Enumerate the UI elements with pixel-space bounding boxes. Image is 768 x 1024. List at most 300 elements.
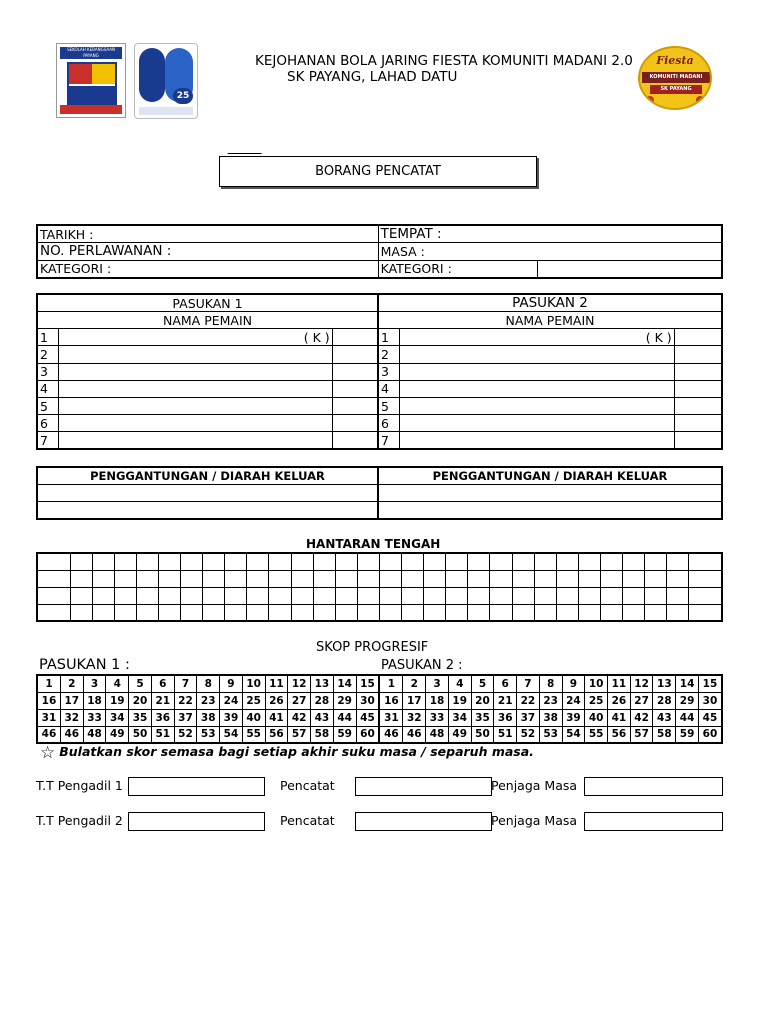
score-cell[interactable]: 42 [630,709,653,726]
score-cell[interactable]: 26 [608,692,631,709]
skop-row [37,675,722,692]
hantaran-cell[interactable] [357,570,379,587]
score-cell[interactable]: 33 [83,709,106,726]
score-cell[interactable]: 20 [129,692,152,709]
substitution-table [36,466,723,520]
score-cell[interactable]: 52 [174,726,197,743]
flower-icon [696,96,704,104]
player-row: 2 2 [37,346,722,363]
score-cell[interactable]: 11 [265,675,288,692]
score-cell[interactable]: 7 [517,675,540,692]
score-cell[interactable]: 3 [83,675,106,692]
score-cell[interactable]: 12 [288,675,311,692]
score-cell[interactable]: 3 [426,675,449,692]
hantaran-cell[interactable] [37,570,70,587]
hantaran-cell[interactable] [225,570,247,587]
hantaran-cell[interactable] [357,587,379,604]
player-row: 3 3 [37,363,722,380]
score-cell[interactable]: 4 [448,675,471,692]
score-cell[interactable]: 60 [356,726,379,743]
score-cell[interactable]: 38 [197,709,220,726]
team1-header: PASUKAN 1 [37,294,378,312]
score-cell[interactable]: 2 [403,675,426,692]
fiesta-logo: Fiesta KOMUNITI MADANI SK PAYANG [638,46,712,110]
score-cell[interactable]: 4 [106,675,129,692]
score-cell[interactable]: 25 [242,692,265,709]
score-cell[interactable]: 49 [106,726,129,743]
kategori-right-field[interactable]: KATEGORI : [378,260,538,278]
score-cell[interactable]: 32 [403,709,426,726]
hantaran-cell[interactable] [225,587,247,604]
score-cell[interactable]: 34 [106,709,129,726]
hantaran-cell[interactable] [490,553,512,570]
hantaran-cell[interactable] [468,604,490,621]
hantaran-cell[interactable] [313,570,335,587]
skop-progresif-heading: SKOP PROGRESIF [316,640,429,655]
score-cell[interactable]: 1 [37,675,60,692]
hantaran-cell[interactable] [92,570,114,587]
hantaran-cell[interactable] [402,604,424,621]
hantaran-cell[interactable] [512,604,534,621]
hantaran-cell[interactable] [424,553,446,570]
tempat-field[interactable]: TEMPAT : [378,225,722,243]
captain-marker: ( K ) [303,329,330,345]
hantaran-cell[interactable] [490,570,512,587]
score-cell[interactable]: 44 [333,709,356,726]
score-cell[interactable]: 35 [129,709,152,726]
score-cell[interactable]: 53 [197,726,220,743]
score-cell[interactable]: 34 [448,709,471,726]
team2-header: PASUKAN 2 [378,294,722,312]
hantaran-cell[interactable] [402,570,424,587]
score-cell[interactable]: 55 [242,726,265,743]
score-cell[interactable]: 25 [585,692,608,709]
score-cell[interactable]: 41 [265,709,288,726]
skop-progresif-grid [36,674,723,744]
hantaran-cell[interactable] [92,553,114,570]
hantaran-cell[interactable] [424,570,446,587]
score-cell[interactable]: 12 [630,675,653,692]
score-cell[interactable]: 15 [356,675,379,692]
score-cell[interactable]: 54 [220,726,243,743]
hantaran-cell[interactable] [534,570,556,587]
hantaran-cell[interactable] [247,604,269,621]
hantaran-cell[interactable] [92,587,114,604]
hantaran-cell[interactable] [667,570,689,587]
hantaran-cell[interactable] [114,553,136,570]
hantaran-cell[interactable] [136,587,158,604]
score-cell[interactable]: 24 [562,692,585,709]
score-cell[interactable]: 35 [471,709,494,726]
score-cell[interactable]: 56 [608,726,631,743]
score-cell[interactable]: 14 [676,675,699,692]
masa-field[interactable]: MASA : [378,243,722,261]
hantaran-cell[interactable] [136,570,158,587]
hantaran-cell[interactable] [689,570,722,587]
flower-icon [646,96,654,104]
hantaran-cell[interactable] [468,587,490,604]
score-cell[interactable]: 13 [311,675,334,692]
hantaran-cell[interactable] [600,553,622,570]
hantaran-cell[interactable] [114,604,136,621]
hantaran-cell[interactable] [645,570,667,587]
team2-player-name[interactable] [400,329,674,346]
hantaran-cell[interactable] [578,570,600,587]
hantaran-cell[interactable] [247,553,269,570]
pengadil1-signature-box[interactable] [128,777,265,796]
score-cell[interactable]: 57 [630,726,653,743]
score-cell[interactable]: 46 [379,726,402,743]
score-cell[interactable]: 46 [403,726,426,743]
score-cell[interactable]: 26 [265,692,288,709]
match-info-table [36,224,723,279]
hantaran-cell[interactable] [468,570,490,587]
star-outline-icon: ☆ [40,743,56,763]
hantaran-cell[interactable] [291,604,313,621]
score-cell[interactable]: 5 [129,675,152,692]
penjaga2-label: Penjaga Masa [491,813,578,828]
hantaran-cell[interactable] [181,553,203,570]
hantaran-cell[interactable] [689,587,722,604]
hantaran-cell[interactable] [313,604,335,621]
hantaran-cell[interactable] [291,570,313,587]
score-cell[interactable]: 27 [630,692,653,709]
hantaran-tengah-heading: HANTARAN TENGAH [306,537,441,551]
team1-substitution-header: PENGGANTUNGAN / DIARAH KELUAR [37,467,378,484]
hantaran-cell[interactable] [667,604,689,621]
score-cell[interactable]: 38 [539,709,562,726]
organisation-logo: 25 [134,43,198,119]
hantaran-cell[interactable] [379,587,401,604]
team1-nama-pemain: NAMA PEMAIN [37,312,378,329]
score-cell[interactable]: 27 [288,692,311,709]
score-cell[interactable]: 54 [562,726,585,743]
pengadil1-label: T.T Pengadil 1 [36,778,123,793]
hantaran-cell[interactable] [269,553,291,570]
score-cell[interactable]: 37 [517,709,540,726]
skop-row [37,692,722,709]
score-cell[interactable]: 6 [494,675,517,692]
score-cell[interactable]: 58 [311,726,334,743]
hantaran-cell[interactable] [269,587,291,604]
hantaran-cell[interactable] [159,570,181,587]
score-cell[interactable]: 53 [539,726,562,743]
hantaran-cell[interactable] [70,553,92,570]
penjaga1-signature-box[interactable] [584,777,723,796]
tarikh-field[interactable]: TARIKH : [37,225,378,243]
score-cell[interactable]: 18 [83,692,106,709]
score-cell[interactable]: 21 [151,692,174,709]
hantaran-cell[interactable] [70,604,92,621]
score-cell[interactable]: 59 [676,726,699,743]
score-cell[interactable]: 40 [585,709,608,726]
hantaran-cell[interactable] [247,570,269,587]
player-row: 5 5 [37,397,722,414]
score-cell[interactable]: 48 [83,726,106,743]
hantaran-cell[interactable] [335,553,357,570]
score-cell[interactable]: 33 [426,709,449,726]
hantaran-cell[interactable] [534,604,556,621]
team2-substitution-header: PENGGANTUNGAN / DIARAH KELUAR [378,467,722,484]
team2-nama-pemain: NAMA PEMAIN [378,312,722,329]
score-cell[interactable]: 5 [471,675,494,692]
score-cell[interactable]: 28 [311,692,334,709]
hantaran-cell[interactable] [291,553,313,570]
hantaran-cell[interactable] [114,570,136,587]
hantaran-cell[interactable] [667,587,689,604]
hantaran-cell[interactable] [225,604,247,621]
hantaran-cell[interactable] [490,604,512,621]
hantaran-cell[interactable] [203,553,225,570]
kategori-left-field[interactable]: KATEGORI : [37,260,378,278]
hantaran-cell[interactable] [203,587,225,604]
score-cell[interactable]: 17 [60,692,83,709]
pencatat2-signature-box[interactable] [355,812,492,831]
hantaran-cell[interactable] [622,587,644,604]
score-cell[interactable]: 57 [288,726,311,743]
skop-team1-label: PASUKAN 1 : [39,657,130,673]
score-cell[interactable]: 8 [539,675,562,692]
score-cell[interactable]: 39 [220,709,243,726]
score-cell[interactable]: 17 [403,692,426,709]
hantaran-cell[interactable] [622,604,644,621]
hantaran-cell[interactable] [645,553,667,570]
hantaran-cell[interactable] [578,587,600,604]
score-cell[interactable]: 24 [220,692,243,709]
score-cell[interactable]: 14 [333,675,356,692]
hantaran-row [37,553,722,570]
score-cell[interactable]: 19 [448,692,471,709]
score-cell[interactable]: 16 [37,692,60,709]
score-cell[interactable]: 46 [60,726,83,743]
score-cell[interactable]: 21 [494,692,517,709]
score-cell[interactable]: 31 [379,709,402,726]
score-cell[interactable]: 36 [151,709,174,726]
hantaran-cell[interactable] [379,570,401,587]
score-cell[interactable]: 29 [676,692,699,709]
skop-team2-label: PASUKAN 2 : [381,658,463,673]
score-cell[interactable]: 55 [585,726,608,743]
skop-row [37,726,722,743]
score-cell[interactable]: 50 [471,726,494,743]
hantaran-cell[interactable] [622,553,644,570]
score-cell[interactable]: 41 [608,709,631,726]
hantaran-cell[interactable] [203,604,225,621]
score-cell[interactable]: 46 [37,726,60,743]
score-cell[interactable]: 18 [426,692,449,709]
hantaran-cell[interactable] [446,604,468,621]
score-cell[interactable]: 22 [174,692,197,709]
score-cell[interactable]: 9 [220,675,243,692]
hantaran-cell[interactable] [203,570,225,587]
hantaran-cell[interactable] [645,587,667,604]
hantaran-tengah-grid [36,552,723,622]
score-cell[interactable]: 51 [494,726,517,743]
score-cell[interactable]: 15 [698,675,722,692]
hantaran-cell[interactable] [225,553,247,570]
score-cell[interactable]: 29 [333,692,356,709]
hantaran-cell[interactable] [335,570,357,587]
hantaran-cell[interactable] [379,553,401,570]
hantaran-cell[interactable] [136,604,158,621]
hantaran-cell[interactable] [689,604,722,621]
hantaran-cell[interactable] [446,570,468,587]
score-cell[interactable]: 10 [242,675,265,692]
hantaran-cell[interactable] [291,587,313,604]
hantaran-cell[interactable] [667,553,689,570]
score-cell[interactable]: 2 [60,675,83,692]
kategori-right-value[interactable] [538,260,722,278]
players-table [36,293,723,450]
hantaran-cell[interactable] [70,570,92,587]
hantaran-cell[interactable] [269,604,291,621]
hantaran-cell[interactable] [247,587,269,604]
hantaran-cell[interactable] [512,553,534,570]
hantaran-cell[interactable] [556,587,578,604]
score-cell[interactable]: 16 [379,692,402,709]
hantaran-cell[interactable] [402,587,424,604]
hantaran-row [37,604,722,621]
score-cell[interactable]: 59 [333,726,356,743]
score-cell[interactable]: 48 [426,726,449,743]
score-cell[interactable]: 43 [311,709,334,726]
pencatat1-signature-box[interactable] [355,777,492,796]
hantaran-cell[interactable] [136,553,158,570]
pengadil2-signature-box[interactable] [128,812,265,831]
hantaran-cell[interactable] [512,570,534,587]
hantaran-cell[interactable] [402,553,424,570]
event-title: KEJOHANAN BOLA JARING FIESTA KOMUNITI MADANI 2.0 [255,53,633,69]
score-cell[interactable]: 42 [288,709,311,726]
hantaran-cell[interactable] [159,604,181,621]
hantaran-cell[interactable] [313,553,335,570]
score-cell[interactable]: 58 [653,726,676,743]
hantaran-cell[interactable] [92,604,114,621]
score-cell[interactable]: 8 [197,675,220,692]
player-row: 4 4 [37,380,722,397]
score-cell[interactable]: 32 [60,709,83,726]
hantaran-cell[interactable] [689,553,722,570]
hantaran-cell[interactable] [534,587,556,604]
score-cell[interactable]: 20 [471,692,494,709]
score-cell[interactable]: 43 [653,709,676,726]
score-cell[interactable]: 37 [174,709,197,726]
hantaran-cell[interactable] [335,587,357,604]
score-cell[interactable]: 13 [653,675,676,692]
hantaran-cell[interactable] [490,587,512,604]
score-cell[interactable]: 52 [517,726,540,743]
hantaran-cell[interactable] [159,587,181,604]
score-cell[interactable]: 7 [174,675,197,692]
hantaran-cell[interactable] [424,604,446,621]
score-cell[interactable]: 30 [356,692,379,709]
score-cell[interactable]: 23 [197,692,220,709]
skop-row [37,709,722,726]
hantaran-cell[interactable] [424,587,446,604]
score-cell[interactable]: 36 [494,709,517,726]
hantaran-cell[interactable] [357,553,379,570]
hantaran-cell[interactable] [534,553,556,570]
hantaran-cell[interactable] [556,570,578,587]
hantaran-cell[interactable] [622,570,644,587]
hantaran-cell[interactable] [159,553,181,570]
hantaran-cell[interactable] [556,553,578,570]
form-title: BORANG PENCATAT [315,164,441,179]
pengadil2-label: T.T Pengadil 2 [36,813,123,828]
hantaran-cell[interactable] [512,587,534,604]
hantaran-cell[interactable] [600,587,622,604]
score-cell[interactable]: 30 [698,692,722,709]
hantaran-cell[interactable] [645,604,667,621]
hantaran-cell[interactable] [600,604,622,621]
hantaran-cell[interactable] [181,587,203,604]
school-logo [56,43,126,118]
score-cell[interactable]: 45 [356,709,379,726]
score-cell[interactable]: 60 [698,726,722,743]
score-cell[interactable]: 49 [448,726,471,743]
captain-marker: ( K ) [645,329,672,345]
penjaga2-signature-box[interactable] [584,812,723,831]
hantaran-cell[interactable] [446,587,468,604]
hantaran-cell[interactable] [37,604,70,621]
hantaran-cell[interactable] [600,570,622,587]
hantaran-cell[interactable] [37,553,70,570]
score-cell[interactable]: 44 [676,709,699,726]
score-cell[interactable]: 40 [242,709,265,726]
hantaran-cell[interactable] [181,570,203,587]
hantaran-cell[interactable] [114,587,136,604]
hantaran-cell[interactable] [313,587,335,604]
score-cell[interactable]: 51 [151,726,174,743]
score-cell[interactable]: 28 [653,692,676,709]
score-cell[interactable]: 31 [37,709,60,726]
hantaran-row [37,587,722,604]
hantaran-cell[interactable] [578,553,600,570]
hantaran-cell[interactable] [556,604,578,621]
hantaran-cell[interactable] [578,604,600,621]
score-cell[interactable]: 19 [106,692,129,709]
score-cell[interactable]: 9 [562,675,585,692]
no-perlawanan-field[interactable]: NO. PERLAWANAN : [37,243,378,261]
score-cell[interactable]: 50 [129,726,152,743]
team1-player-name[interactable] [59,329,332,346]
player-row: 6 6 [37,415,722,432]
hantaran-cell[interactable] [468,553,490,570]
school-shield-icon [67,62,117,106]
score-cell[interactable]: 45 [698,709,722,726]
score-note [40,743,534,763]
hantaran-cell[interactable] [379,604,401,621]
score-cell[interactable]: 39 [562,709,585,726]
player-row: 7 7 [37,432,722,449]
hantaran-cell[interactable] [357,604,379,621]
score-cell[interactable]: 6 [151,675,174,692]
form-title-box [219,156,537,187]
hantaran-cell[interactable] [335,604,357,621]
hantaran-cell[interactable] [70,587,92,604]
hantaran-cell[interactable] [446,553,468,570]
score-cell[interactable]: 22 [517,692,540,709]
score-cell[interactable]: 23 [539,692,562,709]
score-cell[interactable]: 11 [608,675,631,692]
score-cell[interactable]: 1 [379,675,402,692]
event-venue: SK PAYANG, LAHAD DATU [287,69,458,85]
hantaran-cell[interactable] [181,604,203,621]
hantaran-cell[interactable] [269,570,291,587]
score-cell[interactable]: 10 [585,675,608,692]
hantaran-cell[interactable] [37,587,70,604]
score-cell[interactable]: 56 [265,726,288,743]
